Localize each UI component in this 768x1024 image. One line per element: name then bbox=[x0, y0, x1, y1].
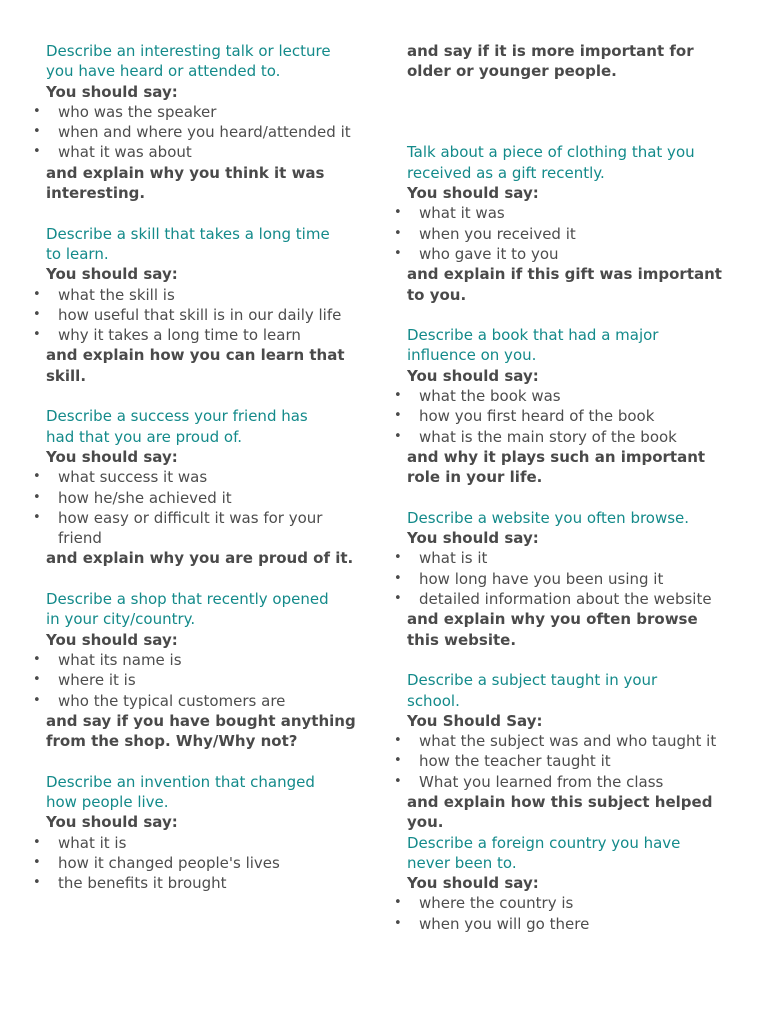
topic-block bbox=[407, 325, 727, 487]
bullet-item: • what it was about bbox=[58, 142, 364, 162]
bullet-item: • where it is bbox=[58, 670, 364, 690]
you-should-say-label: You should say: bbox=[46, 630, 178, 649]
bullet-item: • what is the main story of the book bbox=[419, 427, 727, 447]
bullet-list bbox=[407, 203, 727, 264]
bullet-item: • detailed information about the website bbox=[419, 589, 727, 609]
bullet-item: • how you first heard of the book bbox=[419, 406, 727, 426]
you-should-say-label: You Should Say: bbox=[407, 711, 543, 730]
bullet-item: • how easy or difficult it was for your friend bbox=[58, 508, 364, 549]
closing-instruction: and explain why you are proud of it. bbox=[46, 549, 354, 568]
you-should-say-label: You should say: bbox=[46, 813, 178, 832]
left-column bbox=[46, 41, 364, 893]
bullet-item: • who was the speaker bbox=[58, 102, 364, 122]
topic-prompt: Describe a website you often browse. bbox=[407, 508, 690, 527]
you-should-say-label: You should say: bbox=[46, 265, 178, 284]
bullet-item: • what the skill is bbox=[58, 285, 364, 305]
topic-block bbox=[407, 670, 727, 832]
bullet-list bbox=[407, 386, 727, 447]
bullet-item: • where the country is bbox=[419, 893, 727, 913]
bullet-item: • what it is bbox=[58, 833, 364, 853]
closing-instruction: and explain why you often browse this website. bbox=[407, 610, 698, 649]
bullet-list bbox=[407, 548, 727, 609]
bullet-item: • when and where you heard/attended it bbox=[58, 122, 364, 142]
topic-prompt: Describe a skill that takes a long time to learn. bbox=[46, 224, 330, 263]
bullet-item: • how he/she achieved it bbox=[58, 488, 364, 508]
closing-instruction: and explain why you think it was interesting. bbox=[46, 163, 325, 203]
bullet-list bbox=[46, 102, 364, 163]
bullet-item: • who gave it to you bbox=[419, 244, 727, 264]
topic-block bbox=[407, 833, 727, 934]
topic-prompt: Describe a shop that recently opened in your city/country. bbox=[46, 590, 329, 629]
bullet-item: • how long have you been using it bbox=[419, 569, 727, 589]
bullet-list bbox=[46, 285, 364, 346]
bullet-item: • when you received it bbox=[419, 224, 727, 244]
bullet-item: • what the subject was and who taught it bbox=[419, 731, 727, 751]
topic-block bbox=[46, 41, 364, 203]
topic-prompt: Describe an interesting talk or lecture you have heard or attended to. bbox=[46, 42, 331, 81]
bullet-list bbox=[46, 467, 364, 548]
closing-instruction: and explain how this subject helped you. bbox=[407, 792, 713, 832]
bullet-item: • who the typical customers are bbox=[58, 691, 364, 711]
continued-closing-instruction: and say if it is more important for older or younger people. bbox=[407, 42, 694, 81]
bullet-item: • the benefits it brought bbox=[58, 873, 364, 893]
bullet-list bbox=[46, 833, 364, 894]
you-should-say-label: You should say: bbox=[407, 184, 539, 203]
bullet-list bbox=[407, 893, 727, 934]
topic-prompt: Describe an invention that changed how people live. bbox=[46, 772, 315, 811]
you-should-say-label: You should say: bbox=[46, 82, 178, 101]
bullet-item: • why it takes a long time to learn bbox=[58, 325, 364, 345]
bullet-item: • how it changed people's lives bbox=[58, 853, 364, 873]
bullet-item: • how useful that skill is in our daily life bbox=[58, 305, 364, 325]
bullet-item: • when you will go there bbox=[419, 914, 727, 934]
closing-instruction: and why it plays such an important role in your life. bbox=[407, 447, 706, 487]
bullet-item: • what success it was bbox=[58, 467, 364, 487]
bullet-item: • what the book was bbox=[419, 386, 727, 406]
bullet-item: • what it was bbox=[419, 203, 727, 223]
topic-prompt: Describe a subject taught in your school. bbox=[407, 671, 658, 710]
you-should-say-label: You should say: bbox=[407, 874, 539, 893]
topic-block bbox=[407, 142, 727, 304]
you-should-say-label: You should say: bbox=[407, 529, 539, 548]
topic-block bbox=[46, 406, 364, 568]
topic-prompt: Talk about a piece of clothing that you received as a gift recently. bbox=[407, 143, 695, 182]
topic-prompt: Describe a foreign country you have never been to. bbox=[407, 833, 681, 872]
bullet-list bbox=[407, 731, 727, 792]
right-column bbox=[407, 41, 727, 934]
topic-block bbox=[46, 224, 364, 386]
bullet-list bbox=[46, 650, 364, 711]
you-should-say-label: You should say: bbox=[407, 366, 539, 385]
you-should-say-label: You should say: bbox=[46, 447, 178, 466]
topic-prompt: Describe a book that had a major influence on you. bbox=[407, 326, 659, 365]
bullet-item: • what its name is bbox=[58, 650, 364, 670]
bullet-item: • how the teacher taught it bbox=[419, 751, 727, 771]
closing-instruction: and explain if this gift was important to you. bbox=[407, 265, 722, 304]
topic-prompt: Describe a success your friend has had that you are proud of. bbox=[46, 407, 308, 446]
bullet-item: • what is it bbox=[419, 548, 727, 568]
closing-instruction: and explain how you can learn that skill. bbox=[46, 346, 345, 385]
closing-instruction: and say if you have bought anything from the shop. Why/Why not? bbox=[46, 711, 356, 751]
bullet-item: • What you learned from the class bbox=[419, 772, 727, 792]
topic-block bbox=[46, 589, 364, 751]
topic-block bbox=[46, 772, 364, 894]
topic-block bbox=[407, 508, 727, 650]
